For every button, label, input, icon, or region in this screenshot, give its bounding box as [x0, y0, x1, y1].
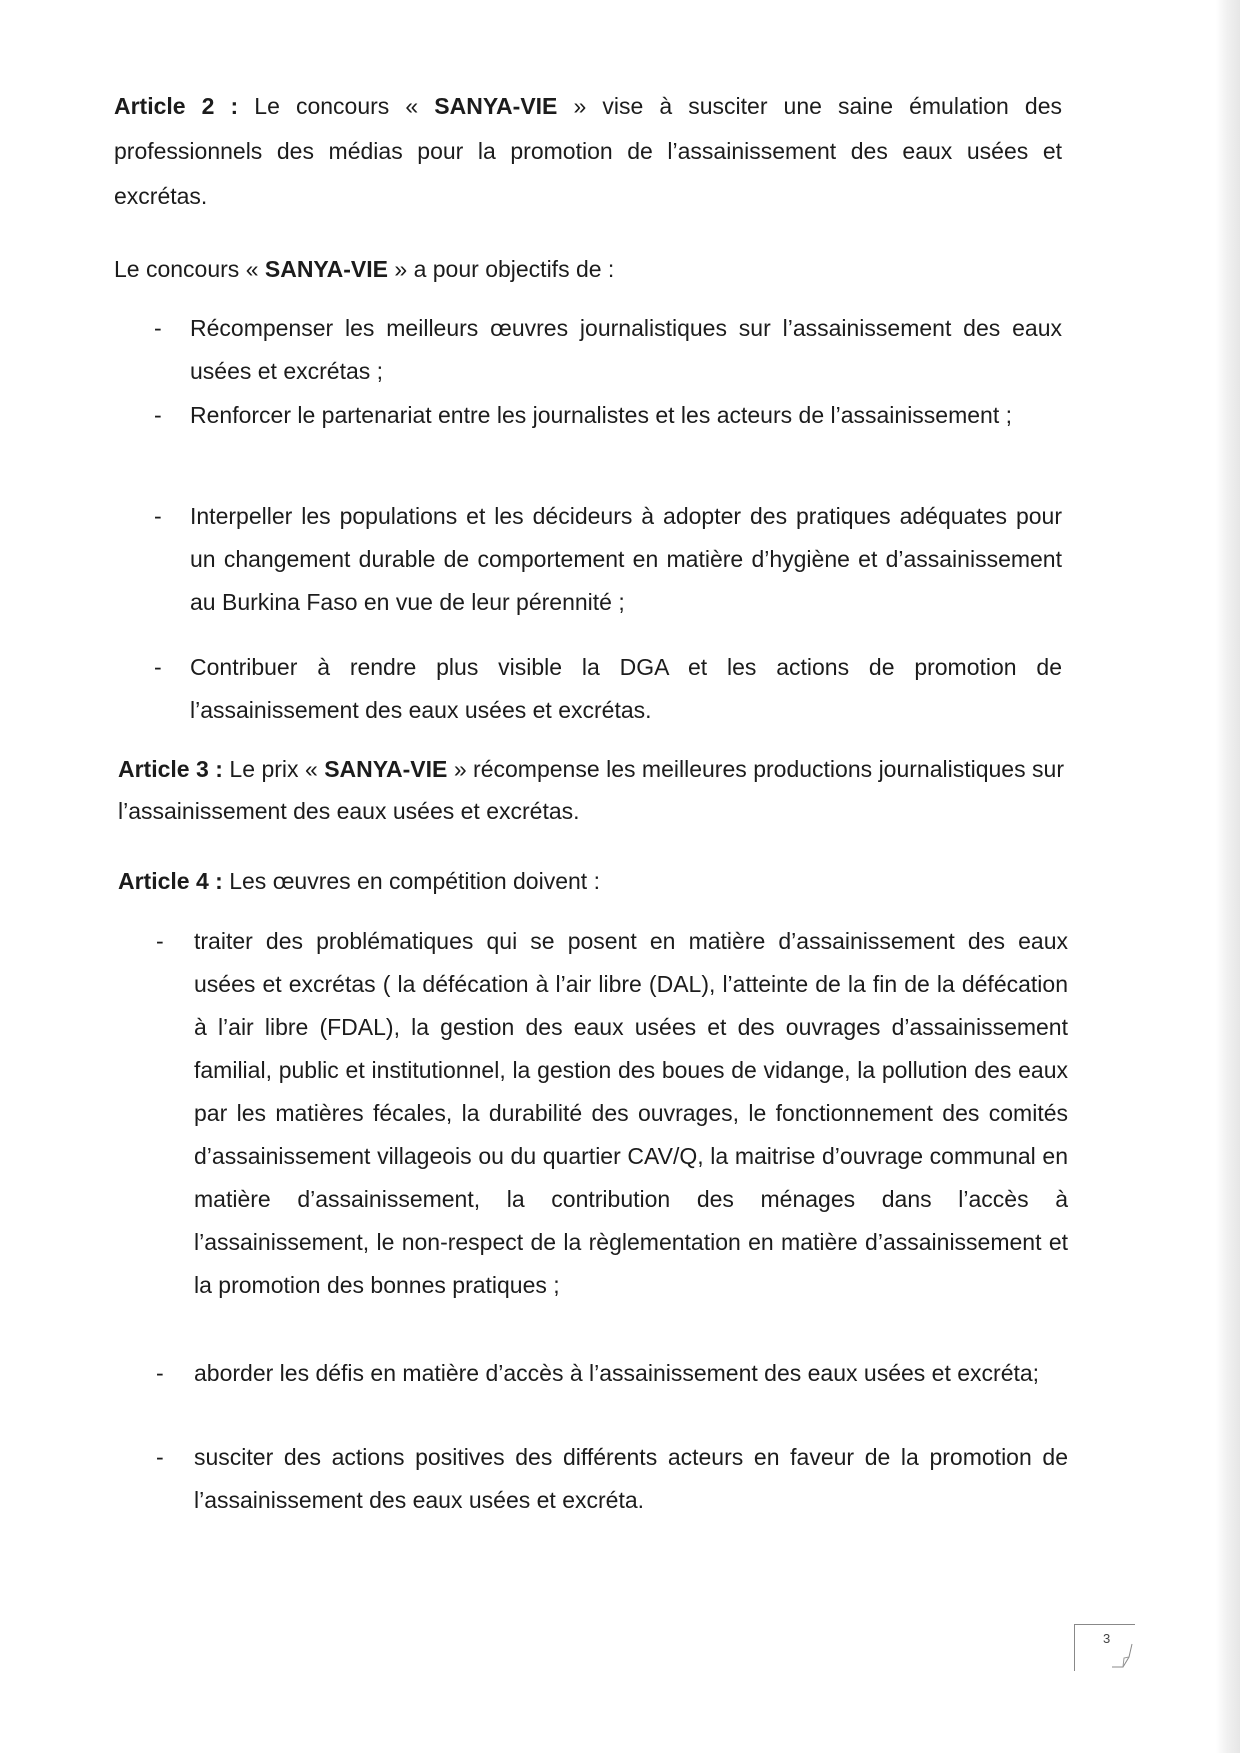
objective-text: Contribuer à rendre plus visible la DGA et les actions de promotion de l’assainissement des eaux usées et excrétas. [190, 654, 1062, 723]
objectives-intro-pre: Le concours « [114, 256, 265, 282]
article-3-text-post: » récompense les meilleures productions journalistiques sur l’assainissement des eaux usées et excrétas. [118, 756, 1064, 824]
objectives-intro-post: » a pour objectifs de : [388, 256, 615, 282]
bullet-dash: - [154, 503, 162, 529]
article-3-text-pre: Le prix « [222, 756, 325, 782]
objective-item [154, 495, 1062, 625]
objectives-intro-brand: SANYA-VIE [264, 256, 389, 282]
bullet-dash: - [154, 402, 162, 428]
article-3-paragraph [118, 748, 1064, 832]
requirement-text: aborder les défis en matière d’accès à l’assainissement des eaux usées et excréta; [194, 1360, 1040, 1386]
article-2-paragraph [114, 84, 1062, 219]
bullet-dash: - [154, 654, 162, 680]
article-2-heading: Article 2 : [114, 93, 239, 119]
page-number: 3 [1103, 1631, 1111, 1646]
objective-item [154, 307, 1062, 393]
objective-item [154, 646, 1062, 732]
article-2-brand: SANYA-VIE [434, 93, 558, 119]
requirement-text: susciter des actions positives des différents acteurs en faveur de la promotion de l’assainissement des eaux usées et excréta. [194, 1444, 1068, 1513]
requirement-text: traiter des problématiques qui se posent en matière d’assainissement des eaux usées et excrétas ( la défécation à l’air libre (DAL), l’atteinte de la fin de la défécation à l’air libre (FDAL), la gestion des eaux usées et des ouvrages d’assainissement familial, public et institutionnel, la gestion des boues de vidange, la pollution des eaux par les matières fécales, la durabilité des ouvrages, le fonctionnement des comités d’assainissement villageois ou du quartier CAV/Q, la maitrise d’ouvrage communal en matière d’assainissement, la contribution des ménages dans l’accès à l’assainissement, le non-respect de la règlementation en matière d’assainissement et la promotion des bonnes pratiques ; [194, 928, 1068, 1298]
page-curl-icon [1111, 1643, 1133, 1669]
objective-text: Renforcer le partenariat entre les journalistes et les acteurs de l’assainissement ; [190, 402, 1013, 428]
article-2-text-pre: Le concours « [238, 93, 435, 119]
bullet-dash: - [156, 1360, 164, 1386]
article-4-text: Les œuvres en compétition doivent : [222, 868, 600, 894]
objective-item [154, 394, 1062, 480]
bullet-dash: - [154, 315, 162, 341]
objective-text: Récompenser les meilleurs œuvres journalistiques sur l’assainissement des eaux usées et excrétas ; [190, 315, 1062, 384]
article-2-text-post: » vise à susciter une saine émulation des professionnels des médias pour la promotion de l’assainissement des eaux usées et excrétas. [114, 93, 1062, 209]
bullet-dash: - [156, 928, 164, 954]
article-3-heading: Article 3 : [118, 756, 223, 782]
objective-text: Interpeller les populations et les décideurs à adopter des pratiques adéquates pour un changement durable de comportement en matière d’hygiène et d’assainissement au Burkina Faso en vue de leur pérennité ; [190, 503, 1062, 615]
article-3-brand: SANYA-VIE [324, 756, 448, 782]
page-number-box [1074, 1624, 1135, 1671]
article-4-paragraph [118, 860, 1064, 902]
requirement-item [156, 1352, 1068, 1438]
requirement-item [156, 920, 1068, 1350]
requirement-item [156, 1436, 1068, 1522]
article-4-heading: Article 4 : [118, 868, 223, 894]
bullet-dash: - [156, 1444, 164, 1470]
objectives-intro [114, 248, 1062, 290]
